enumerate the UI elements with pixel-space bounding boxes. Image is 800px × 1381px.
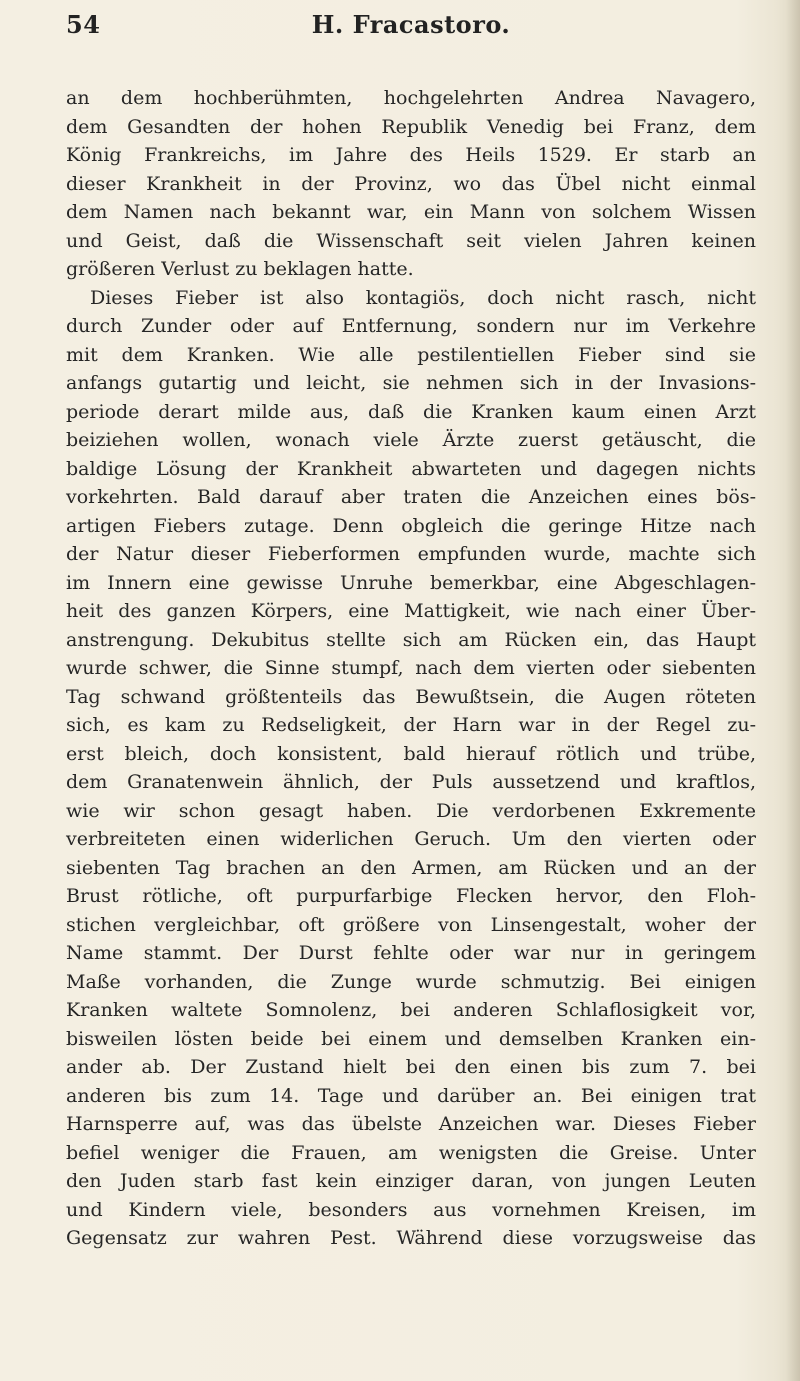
running-head: H. Fracastoro. bbox=[311, 10, 511, 39]
text-line: anderen bis zum 14. Tage und darüber an. Bei einigen trat bbox=[66, 1084, 756, 1107]
text-line: Maße vorhanden, die Zunge wurde schmutzig. Bei einigen bbox=[66, 970, 756, 993]
text-line: Brust rötliche, oft purpurfarbige Flecken hervor, den Floh- bbox=[66, 885, 756, 907]
body-text bbox=[66, 84, 756, 1253]
text-line: den Juden starb fast kein einziger daran, von jungen Leuten bbox=[66, 1170, 756, 1192]
text-line: und Geist, daß die Wissenschaft seit vielen Jahren keinen bbox=[66, 229, 756, 252]
page-number: 54 bbox=[66, 10, 101, 39]
text-line: artigen Fiebers zutage. Denn obgleich die geringe Hitze nach bbox=[66, 514, 756, 537]
text-line: Tag schwand größtenteils das Bewußtsein, die Augen röteten bbox=[66, 685, 756, 708]
text-line: vorkehrten. Bald darauf aber traten die Anzeichen eines bös- bbox=[66, 486, 756, 508]
text-line: Gegensatz zur wahren Pest. Während diese vorzugsweise das bbox=[66, 1227, 756, 1249]
text-line: König Frankreichs, im Jahre des Heils 1529. Er starb an bbox=[66, 144, 756, 166]
text-line: Dieses Fieber ist also kontagiös, doch nicht rasch, nicht bbox=[90, 286, 756, 309]
text-line: befiel weniger die Frauen, am wenigsten die Greise. Unter bbox=[66, 1141, 756, 1164]
text-line: Kranken waltete Somnolenz, bei anderen Schlaflosigkeit vor, bbox=[66, 999, 756, 1021]
text-line: Harnsperre auf, was das übelste Anzeichen war. Dieses Fieber bbox=[66, 1113, 756, 1135]
text-line: anfangs gutartig und leicht, sie nehmen sich in der Invasions- bbox=[66, 372, 756, 394]
text-line: beiziehen wollen, wonach viele Ärzte zuerst getäuscht, die bbox=[66, 429, 756, 451]
text-line: dem Gesandten der hohen Republik Venedig bei Franz, dem bbox=[66, 115, 756, 138]
text-line: baldige Lösung der Krankheit abwarteten und dagegen nichts bbox=[66, 457, 756, 480]
text-line: erst bleich, doch konsistent, bald hierauf rötlich und trübe, bbox=[66, 742, 756, 765]
text-line: im Innern eine gewisse Unruhe bemerkbar, eine Abgeschlagen- bbox=[66, 571, 756, 594]
text-line: periode derart milde aus, daß die Kranken kaum einen Arzt bbox=[66, 400, 756, 423]
page-edge-shadow bbox=[786, 0, 800, 1381]
text-line: durch Zunder oder auf Entfernung, sondern nur im Verkehre bbox=[66, 315, 756, 337]
text-line: stichen vergleichbar, oft größere von Linsengestalt, woher der bbox=[66, 913, 756, 936]
text-line: und Kindern viele, besonders aus vornehmen Kreisen, im bbox=[66, 1198, 756, 1221]
text-line: bisweilen lösten beide bei einem und demselben Kranken ein- bbox=[66, 1027, 756, 1050]
page-header bbox=[66, 10, 756, 46]
text-line: wie wir schon gesagt haben. Die verdorbenen Exkremente bbox=[66, 799, 756, 822]
text-line: der Natur dieser Fieberformen empfunden wurde, machte sich bbox=[66, 543, 756, 565]
text-line: dieser Krankheit in der Provinz, wo das Übel nicht einmal bbox=[66, 172, 756, 195]
text-line: anstrengung. Dekubitus stellte sich am Rücken ein, das Haupt bbox=[66, 628, 756, 651]
text-line: heit des ganzen Körpers, eine Mattigkeit, wie nach einer Über- bbox=[66, 600, 756, 622]
text-line: mit dem Kranken. Wie alle pestilentiellen Fieber sind sie bbox=[66, 343, 756, 366]
text-line: verbreiteten einen widerlichen Geruch. Um den vierten oder bbox=[66, 828, 756, 850]
text-line: an dem hochberühmten, hochgelehrten Andrea Navagero, bbox=[66, 87, 756, 109]
text-line: ander ab. Der Zustand hielt bei den einen bis zum 7. bei bbox=[66, 1056, 756, 1078]
text-line: sich, es kam zu Redseligkeit, der Harn war in der Regel zu- bbox=[66, 714, 756, 736]
text-line: dem Granatenwein ähnlich, der Puls aussetzend und kraftlos, bbox=[66, 771, 756, 793]
text-line: Name stammt. Der Durst fehlte oder war nur in geringem bbox=[66, 942, 756, 964]
text-line: größeren Verlust zu beklagen hatte. bbox=[66, 258, 414, 280]
text-line: wurde schwer, die Sinne stumpf, nach dem vierten oder siebenten bbox=[66, 657, 756, 679]
text-line: dem Namen nach bekannt war, ein Mann von solchem Wissen bbox=[66, 201, 756, 223]
text-line: siebenten Tag brachen an den Armen, am Rücken und an der bbox=[66, 856, 756, 879]
